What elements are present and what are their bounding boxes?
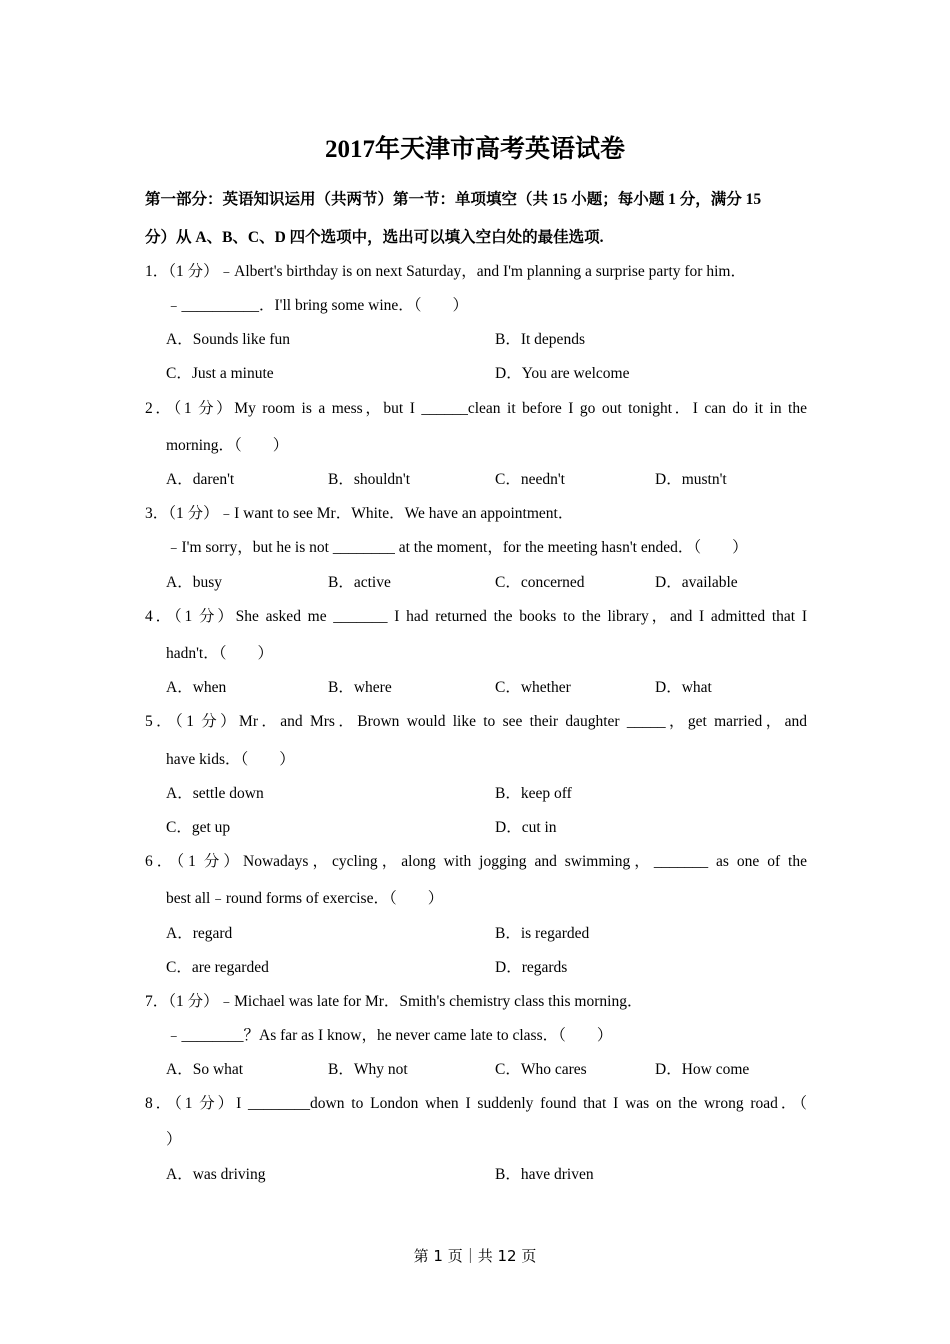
- option-b: B．It depends: [495, 331, 585, 348]
- section-instructions-line-1: 第一部分：英语知识运用（共两节）第一节：单项填空（共 15 小题；每小题 1 分，满分 15: [145, 191, 762, 208]
- option-d: D．How come: [655, 1061, 750, 1078]
- option-d: D．what: [655, 679, 712, 696]
- question-stem-continued: ）: [166, 1131, 182, 1148]
- option-d: D．mustn't: [655, 471, 727, 488]
- option-c: C．are regarded: [166, 959, 269, 976]
- option-a: A．busy: [166, 574, 222, 591]
- option-a: A．So what: [166, 1061, 244, 1078]
- option-a: A．daren't: [166, 471, 235, 488]
- section-instructions-line-2: 分）从 A、B、C、D 四个选项中，选出可以填入空白处的最佳选项.: [145, 229, 604, 246]
- option-c: C．concerned: [495, 574, 585, 591]
- option-b: B．is regarded: [495, 925, 590, 942]
- question-stem-continued: best all﹣round forms of exercise．（ ）: [166, 890, 444, 907]
- option-c: C．Who cares: [495, 1061, 587, 1078]
- question-stem: 1．（1 分）﹣Albert's birthday is on next Saturday，and I'm planning a surprise party for him．: [145, 263, 746, 280]
- question-stem: 2．（1 分）My room is a mess，but I ______clean it before I go out tonight．I can do it in the: [145, 400, 807, 417]
- question-stem: 3．（1 分）﹣I want to see Mr．White．We have an appointment．: [145, 505, 574, 522]
- question-stem-continued: ﹣I'm sorry，but he is not ________ at the moment，for the meeting hasn't ended．（ ）: [166, 539, 748, 556]
- question-stem-continued: ﹣__________．I'll bring some wine．（ ）: [166, 297, 469, 314]
- option-a: A．regard: [166, 925, 233, 942]
- option-b: B．active: [328, 574, 391, 591]
- option-a: A．settle down: [166, 785, 264, 802]
- option-b: B．keep off: [495, 785, 572, 802]
- question-stem-continued: hadn't．（ ）: [166, 645, 273, 662]
- question-stem: 7．（1 分）﹣Michael was late for Mr．Smith's chemistry class this morning．: [145, 993, 643, 1010]
- page-title: 2017年天津市高考英语试卷: [324, 136, 625, 163]
- question-stem: 6．（1 分）Nowadays，cycling，along with jogging and swimming，_______ as one of the: [145, 853, 807, 870]
- question-stem-continued: ﹣________？As far as I know，he never came late to class．（ ）: [166, 1027, 613, 1044]
- option-d: D．regards: [495, 959, 568, 976]
- option-a: A．when: [166, 679, 227, 696]
- option-c: C．get up: [166, 819, 231, 836]
- option-d: D．You are welcome: [495, 365, 630, 382]
- option-a: A．Sounds like fun: [166, 331, 291, 348]
- option-d: D．available: [655, 574, 738, 591]
- page-footer: 第 1 页｜共 12 页: [413, 1247, 537, 1265]
- option-a: A．was driving: [166, 1166, 266, 1183]
- option-c: C．needn't: [495, 471, 565, 488]
- option-d: D．cut in: [495, 819, 557, 836]
- option-b: B．have driven: [495, 1166, 594, 1183]
- option-b: B．shouldn't: [328, 471, 411, 488]
- question-stem: 5．（1 分）Mr．and Mrs．Brown would like to see their daughter _____，get married，and: [145, 713, 807, 730]
- question-stem: 8．（1 分）I ________down to London when I suddenly found that I was on the wrong road．（: [145, 1095, 807, 1112]
- question-stem-continued: have kids．（ ）: [166, 751, 295, 768]
- question-stem-continued: morning．（ ）: [166, 437, 289, 454]
- option-b: B．Why not: [328, 1061, 408, 1078]
- option-c: C．Just a minute: [166, 365, 274, 382]
- question-stem: 4．（1 分）She asked me _______ I had returned the books to the library，and I admitted that I: [145, 608, 807, 625]
- option-c: C．whether: [495, 679, 571, 696]
- option-b: B．where: [328, 679, 392, 696]
